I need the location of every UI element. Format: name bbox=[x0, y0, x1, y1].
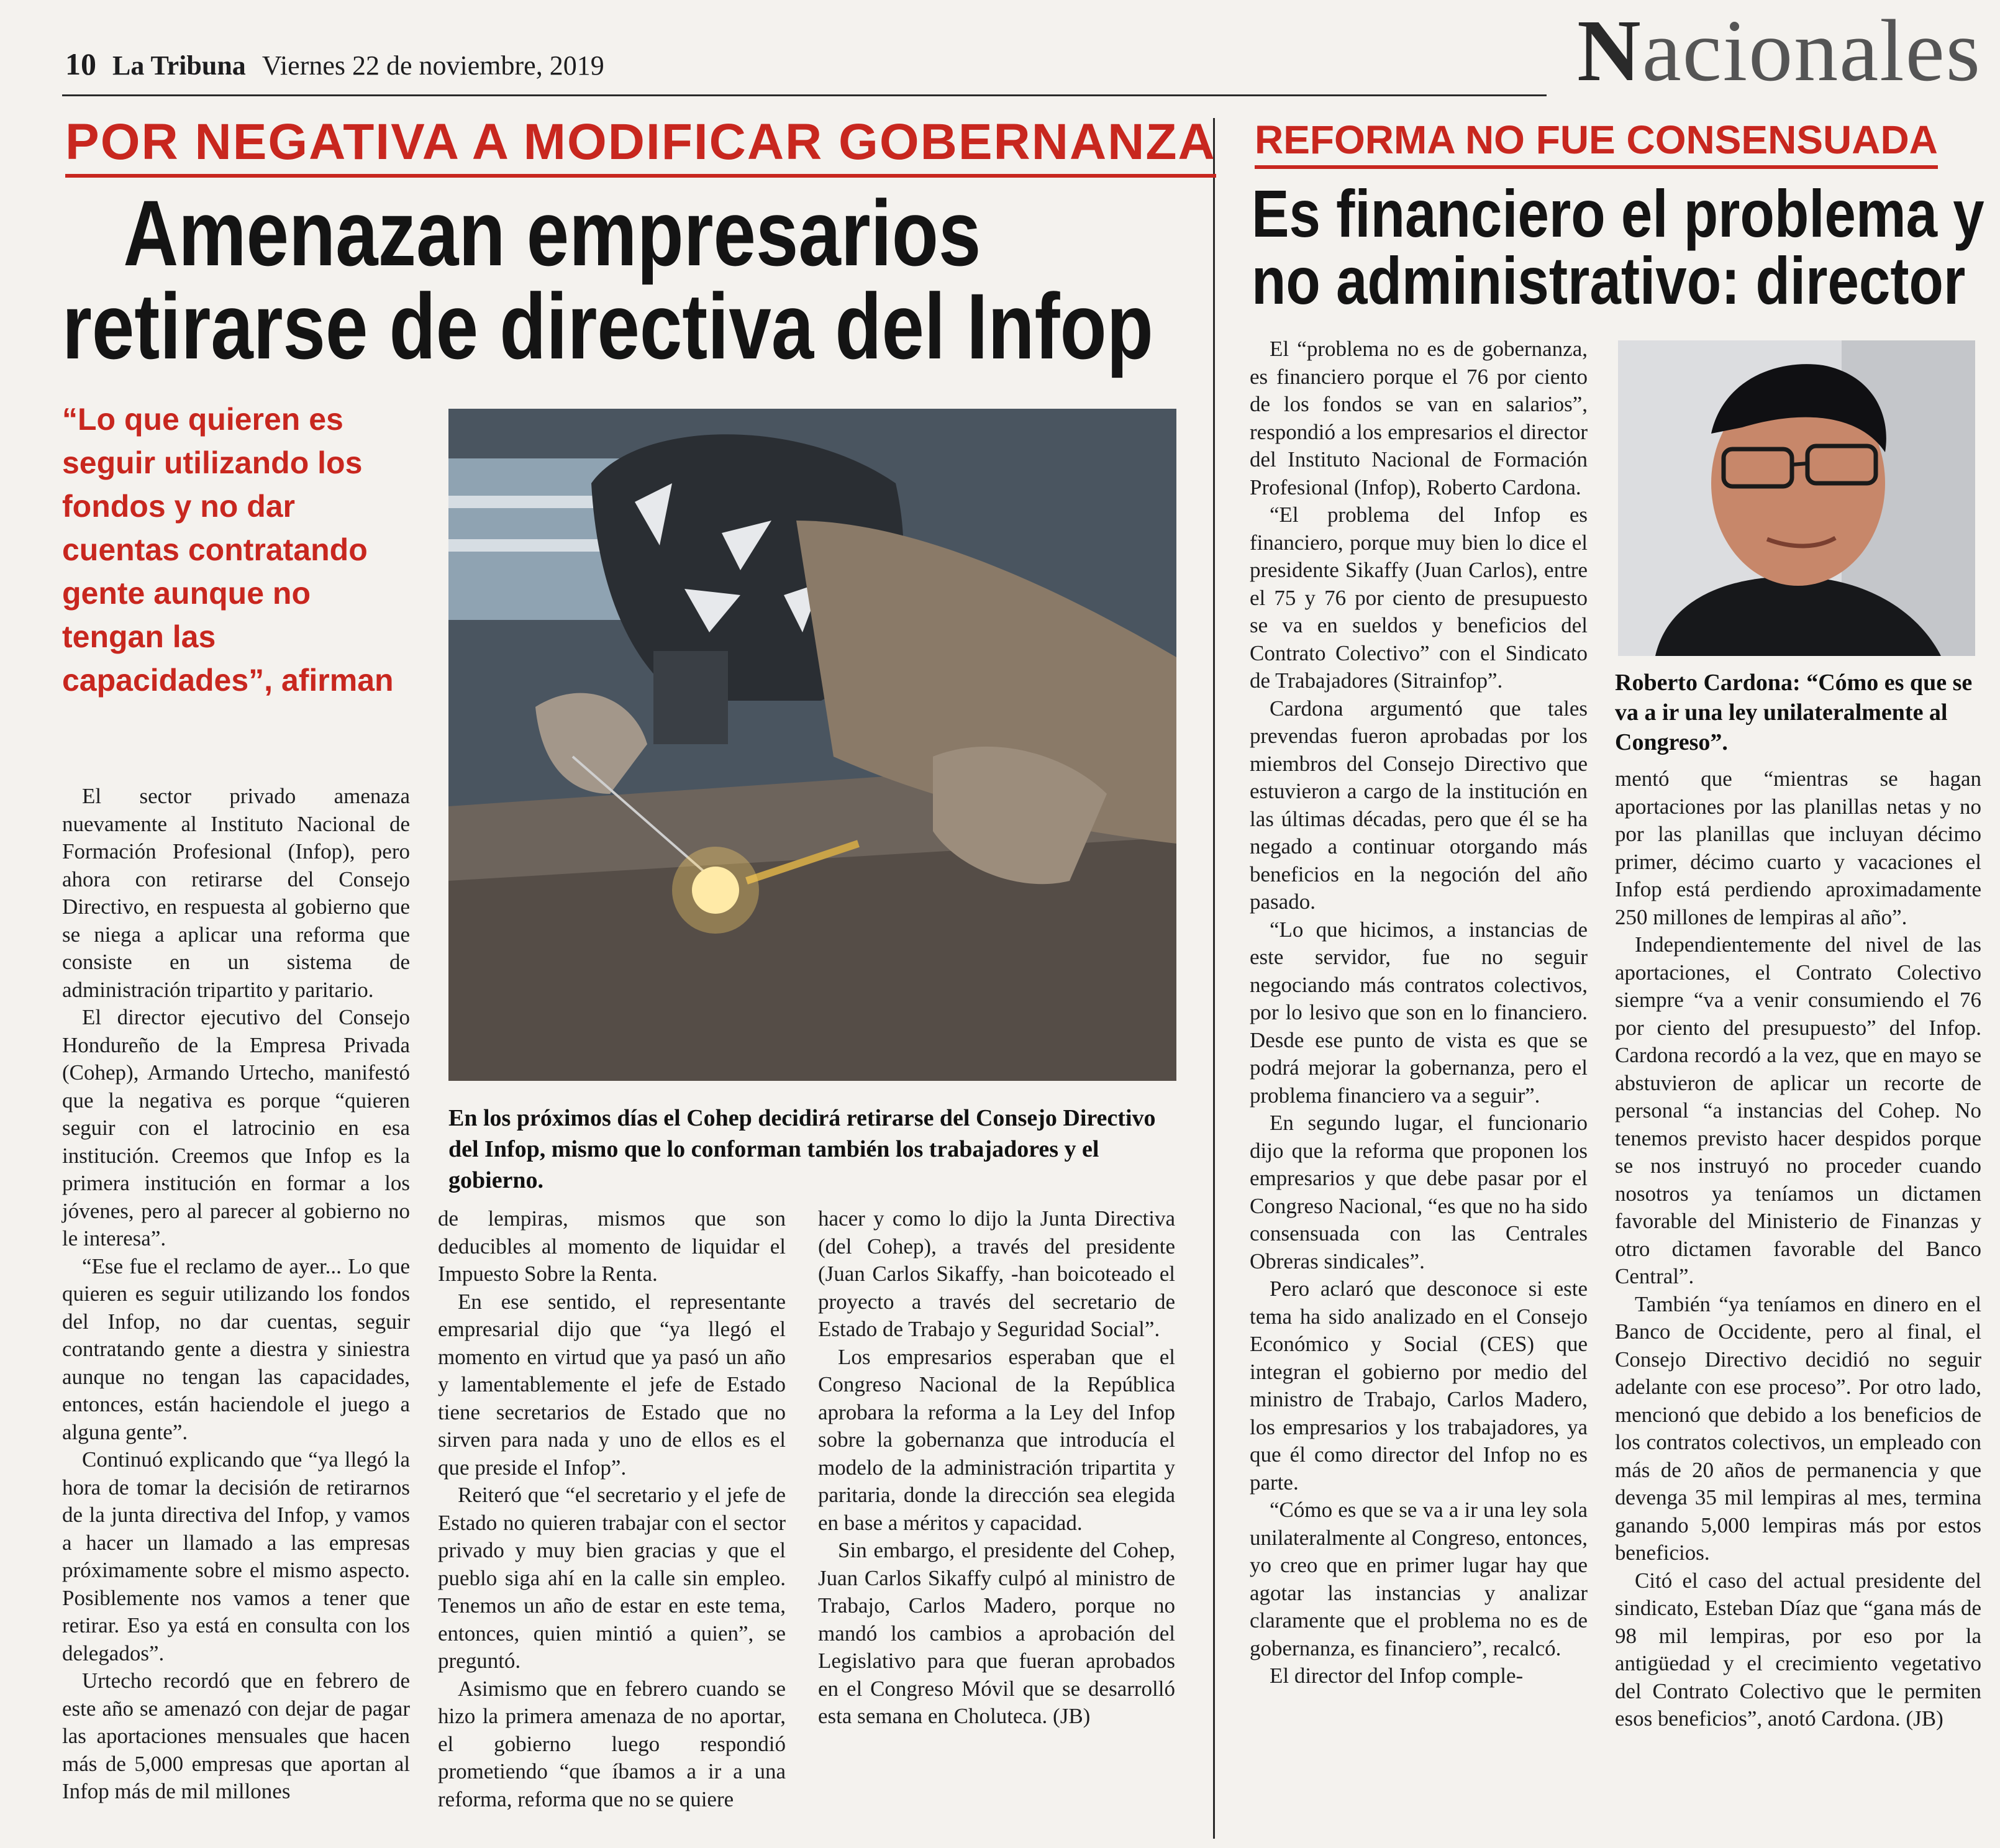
publication-date: Viernes 22 de noviembre, 2019 bbox=[261, 50, 604, 81]
paragraph: Continuó explicando que “ya llegó la hora de tomar la decisión de retirarnos de la junta directiva del Infop, y vamos a hacer un llamado a las empresas próximamente sobre el mismo aspecto. Posiblemente nos vamos a tener que retirar. Eso ya está en consulta con los delegados”. bbox=[62, 1447, 410, 1665]
paragraph: “El problema del Infop es financiero, porque muy bien lo dice el presidente Sikaffy (Juan Carlos), entre el 75 y 76 por ciento de presupuesto se va en sueldos y beneficios del Contrato Colectivo” con el Sindicato de Trabajadores (Sitrainfop”. bbox=[1250, 503, 1588, 693]
right-column-2 bbox=[1615, 765, 1981, 1733]
paragraph: En segundo lugar, el funcionario dijo que la reforma que proponen los empresarios y que debe pasar por el Congreso Nacional, “es que no ha sido consensuada con las Centrales Obreras sindicales”. bbox=[1250, 1111, 1588, 1273]
paragraph: El “problema no es de gobernanza, es financiero porque el 76 por ciento de los fondos se van en salarios”, respondió a los empresarios el director del Instituto Nacional de Formación Profesional (Infop), Roberto Cardona. bbox=[1250, 337, 1588, 499]
left-headline bbox=[62, 181, 1153, 378]
paragraph: mentó que “mientras se hagan aportaciones por las planillas netas y no por las planillas que incluyan décimo primer, décimo cuarto y vacaciones el Infop está perdiendo aproximadamente 250 millones de lempiras al año”. bbox=[1615, 767, 1981, 929]
left-column-2 bbox=[438, 1205, 786, 1813]
paragraph: Pero aclaró que desconoce si este tema ha sido analizado en el Consejo Económico y Social (CES) que integran el gobierno por medio del ministro de Trabajo, Carlos Madero, los empresarios y los trabajadores, ya que él como director del Infop no es parte. bbox=[1250, 1277, 1588, 1495]
paragraph: hacer y como lo dijo la Junta Directiva (del Cohep), a través del presidente (Juan Carlos Sikaffy, -han boicoteado el proyecto a través del secretario de Estado de Trabajo y Seguridad Social”. bbox=[818, 1206, 1175, 1341]
paragraph: de lempiras, mismos que son deducibles al momento de liquidar el Impuesto Sobre la Renta. bbox=[438, 1206, 786, 1286]
paragraph: Los empresarios esperaban que el Congreso Nacional de la República aprobara la reforma a la Ley del Infop sobre la gobernanza que introducía el modelo de la administración tripartita y paritaria, donde la dirección sea elegida en base a méritos y capacidad. bbox=[818, 1344, 1175, 1535]
paragraph: Sin embargo, el presidente del Cohep, Juan Carlos Sikaffy culpó al ministro de Trabajo, Carlos Madero, porque no mandó los cambios a aprobación del Legislativo para que fueran aprobados en el Congreso Móvil que se desarrolló esta semana en Choluteca. (JB) bbox=[818, 1538, 1175, 1728]
paragraph: “Cómo es que se va a ir una ley sola unilateralmente al Congreso, entonces, yo creo que en primer lugar hay que agotar las instancias y analizar claramente que el problema no es de gobernanza, es financiero”, recalcó. bbox=[1250, 1498, 1588, 1660]
page-number: 10 bbox=[65, 47, 96, 81]
right-kicker: REFORMA NO FUE CONSENSUADA bbox=[1255, 117, 1938, 169]
paragraph: Independientemente del nivel de las aportaciones, el Contrato Colectivo siempre “va a venir consumiendo el 76 por ciento del presupuesto” del Infop. Cardona recordó a la vez, que en mayo se abstuvieron de aplicar un recorte de personal “a instancias del Cohep. No tenemos previsto hacer despidos porque se nos instruyó no proceder cuando nosotros ya teníamos un dictamen favorable del Ministerio de Finanzas y otro dictamen favorable del Banco Central”. bbox=[1615, 932, 1981, 1288]
section-title-rest: acionales bbox=[1642, 1, 1981, 99]
left-kicker: POR NEGATIVA A MODIFICAR GOBERNANZA bbox=[65, 113, 1216, 178]
paragraph: “Ese fue el reclamo de ayer... Lo que quieren es seguir utilizando los fondos del Infop, no dar cuentas, seguir contratando gente a diestra y siniestra aunque no tengan las capacidades, entonces, están haciendole el juego a alguna gente”. bbox=[62, 1254, 410, 1444]
column-divider bbox=[1213, 118, 1215, 1839]
paragraph: En ese sentido, el representante empresarial dijo que “ya llegó el momento en virtud que ya pasó un año y lamentablemente el jefe de Estado tiene secretarios de Estado que no sirven para nada y uno de ellos es el que preside el Infop”. bbox=[438, 1289, 786, 1480]
left-headline-line2: retirarse de directiva del Infop bbox=[62, 274, 1153, 378]
right-headline-line1: Es financiero el problema y bbox=[1252, 176, 1984, 251]
page-header bbox=[65, 46, 604, 82]
header-rule bbox=[62, 94, 1547, 96]
paragraph: Reiteró que “el secretario y el jefe de Estado no quieren trabajar con el sector privado y muy bien gracias y que el pueblo siga ahí en la calle sin empleo. Tenemos un año de estar en este tema, entonces, quien mintió a quien”, se preguntó. bbox=[438, 1483, 786, 1673]
paragraph: El sector privado amenaza nuevamente al Instituto Nacional de Formación Profesional (Infop), pero ahora con retirarse del Consejo Directivo, en respuesta al gobierno que se niega a aplicar una reforma que consiste en un sistema de administración tripartito y paritario. bbox=[62, 784, 410, 1002]
left-column-1 bbox=[62, 783, 410, 1806]
welder-photo bbox=[448, 409, 1176, 1081]
right-column-1 bbox=[1250, 335, 1588, 1690]
paragraph: El director ejecutivo del Consejo Hondureño de la Empresa Privada (Cohep), Armando Urtecho, manifestó que la negativa es porque “quieren seguir con el latrocinio en esa institución. Creemos que Infop es la primera institución en formar a los jóvenes, pero al parecer al gobierno no le interesa”. bbox=[62, 1005, 410, 1250]
left-headline-line1: Amenazan empresarios bbox=[123, 181, 981, 285]
paragraph: El director del Infop comple- bbox=[1270, 1664, 1524, 1688]
paragraph: Citó el caso del actual presidente del sindicato, Esteban Díaz que “gana más de 98 mil lempiras, por eso por la antigüedad y el crecimiento vegetativo del Contrato Colectivo que le permiten esos beneficios”, anotó Cardona. (JB) bbox=[1615, 1568, 1981, 1731]
paragraph: También “ya teníamos en dinero en el Banco de Occidente, pero al final, el Consejo Directivo decidió no seguir adelante con ese proceso”. Por otro lado, mencionó que debido a los beneficios de los contratos colectivos, un empleado con más de 20 años de permanencia y que devenga 35 mil lempiras al mes, termina ganando 5,000 lempiras más por estos beneficios. bbox=[1615, 1291, 1981, 1565]
right-headline-line2: no administrativo: director bbox=[1252, 243, 1966, 318]
newspaper-name: La Tribuna bbox=[112, 50, 246, 81]
paragraph: “Lo que hicimos, a instancias de este servidor, fue no seguir negociando más contratos colectivos, por lo lesivo que son en lo financiero. Desde ese punto de vista es que se podrá mejorar la gobernanza, pero el problema financiero va a seguir”. bbox=[1250, 917, 1588, 1108]
section-initial: N bbox=[1577, 1, 1642, 99]
portrait-photo bbox=[1618, 340, 1975, 656]
left-column-3 bbox=[818, 1205, 1175, 1731]
paragraph: Asimismo que en febrero cuando se hizo la primera amenaza de no aportar, el gobierno luego respondió prometiendo “que íbamos a ir a una reforma, reforma que no se quiere bbox=[438, 1676, 786, 1811]
paragraph: Urtecho recordó que en febrero de este año se amenazó con dejar de pagar las aportaciones mensuales que hacen más de 5,000 empresas que aportan al Infop más de mil millones bbox=[62, 1668, 410, 1803]
welder-photo-caption: En los próximos días el Cohep decidirá retirarse del Consejo Directivo del Infop, mismo que lo conforman también los trabajadores y el gobierno. bbox=[448, 1105, 1156, 1193]
pull-quote: “Lo que quieren es seguir utilizando los fondos y no dar cuentas contratando gente aunque no tengan las capacidades”, afirman bbox=[62, 402, 394, 698]
paragraph: Cardona argumentó que tales prevendas fueron aprobadas por los miembros del Consejo Directivo que estuvieron a cargo de la institución en las últimas décadas, pero que él se ha negado a continuar otorgando más beneficios en la negoción del año pasado. bbox=[1250, 696, 1588, 914]
portrait-photo-caption: Roberto Cardona: “Cómo es que se va a ir una ley unilateralmente al Congreso”. bbox=[1615, 670, 1973, 755]
section-title bbox=[1577, 1, 1981, 99]
right-headline bbox=[1252, 176, 1984, 318]
